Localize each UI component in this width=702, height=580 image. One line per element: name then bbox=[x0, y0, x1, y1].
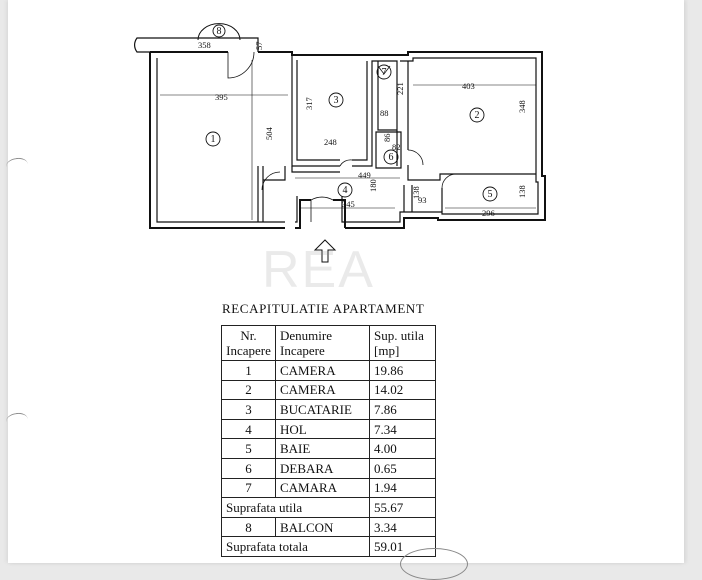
subtotal-row bbox=[222, 498, 436, 518]
table-row bbox=[222, 361, 436, 381]
column-header: Denumire Incapere bbox=[276, 326, 370, 361]
dimension-label: 348 bbox=[517, 100, 527, 113]
recap-title: RECAPITULATIE APARTAMENT bbox=[222, 301, 425, 316]
room-name: DEBARA bbox=[276, 458, 370, 478]
column-header: Nr. Incapere bbox=[222, 326, 276, 361]
dimension-label: 449 bbox=[358, 170, 371, 180]
table-row bbox=[222, 380, 436, 400]
column-header: Sup. utila [mp] bbox=[370, 326, 436, 361]
room-area: 7.86 bbox=[370, 400, 436, 420]
dimension-label: 345 bbox=[342, 199, 355, 209]
room-nr: 8 bbox=[222, 517, 276, 537]
room-nr: 5 bbox=[222, 439, 276, 459]
subtotal-label: Suprafata utila bbox=[222, 498, 370, 518]
stamp-seal bbox=[400, 548, 468, 580]
dimension-label: 86 bbox=[382, 133, 392, 142]
dimension-label: 138 bbox=[517, 185, 527, 198]
table-row bbox=[222, 400, 436, 420]
dimension-label: 403 bbox=[462, 81, 475, 91]
dimension-label: 180 bbox=[368, 179, 378, 192]
table-row bbox=[222, 419, 436, 439]
room-area: 3.34 bbox=[370, 517, 436, 537]
room-name: BALCON bbox=[276, 517, 370, 537]
dimension-label: 88 bbox=[380, 108, 389, 118]
room-nr: 3 bbox=[222, 400, 276, 420]
area-summary-table bbox=[221, 325, 436, 557]
table-row bbox=[222, 439, 436, 459]
room-area: 4.00 bbox=[370, 439, 436, 459]
room-number: 3 bbox=[333, 95, 339, 106]
room-area: 1.94 bbox=[370, 478, 436, 498]
room-area: 0.65 bbox=[370, 458, 436, 478]
total-value: 59.01 bbox=[370, 537, 436, 557]
room-number: 6 bbox=[388, 152, 394, 163]
dimension-label: 395 bbox=[215, 92, 228, 102]
dimension-label: 93 bbox=[418, 195, 427, 205]
room-nr: 4 bbox=[222, 419, 276, 439]
subtotal-value: 55.67 bbox=[370, 498, 436, 518]
room-number: 1 bbox=[210, 134, 216, 145]
dimension-label: 138 bbox=[411, 186, 421, 199]
room-nr: 2 bbox=[222, 380, 276, 400]
room-name: BUCATARIE bbox=[276, 400, 370, 420]
dimension-label: 317 bbox=[304, 97, 314, 110]
table-row bbox=[222, 478, 436, 498]
dimension-label: 358 bbox=[198, 40, 211, 50]
table-row bbox=[222, 458, 436, 478]
table-row bbox=[222, 517, 436, 537]
punch-hole-mark bbox=[5, 412, 29, 430]
room-number: 4 bbox=[342, 185, 348, 196]
dimension-label: 296 bbox=[482, 208, 495, 218]
room-name: CAMERA bbox=[276, 361, 370, 381]
room-number: 7 bbox=[381, 67, 387, 78]
room-name: BAIE bbox=[276, 439, 370, 459]
dimension-label: 82 bbox=[392, 142, 401, 152]
dimension-label: 57 bbox=[254, 41, 264, 50]
room-name: CAMARA bbox=[276, 478, 370, 498]
room-nr: 7 bbox=[222, 478, 276, 498]
room-number: 2 bbox=[474, 110, 480, 121]
room-number: 8 bbox=[216, 26, 222, 37]
total-row bbox=[222, 537, 436, 557]
dimension-label: 504 bbox=[264, 127, 274, 140]
room-area: 14.02 bbox=[370, 380, 436, 400]
room-nr: 6 bbox=[222, 458, 276, 478]
dimension-label: 221 bbox=[395, 82, 405, 95]
dimension-label: 248 bbox=[324, 137, 337, 147]
watermark-logo: REA bbox=[262, 241, 375, 299]
room-area: 7.34 bbox=[370, 419, 436, 439]
room-name: HOL bbox=[276, 419, 370, 439]
room-area: 19.86 bbox=[370, 361, 436, 381]
total-label: Suprafata totala bbox=[222, 537, 370, 557]
table-header-row bbox=[222, 326, 436, 361]
room-name: CAMERA bbox=[276, 380, 370, 400]
room-number: 5 bbox=[487, 189, 493, 200]
room-nr: 1 bbox=[222, 361, 276, 381]
